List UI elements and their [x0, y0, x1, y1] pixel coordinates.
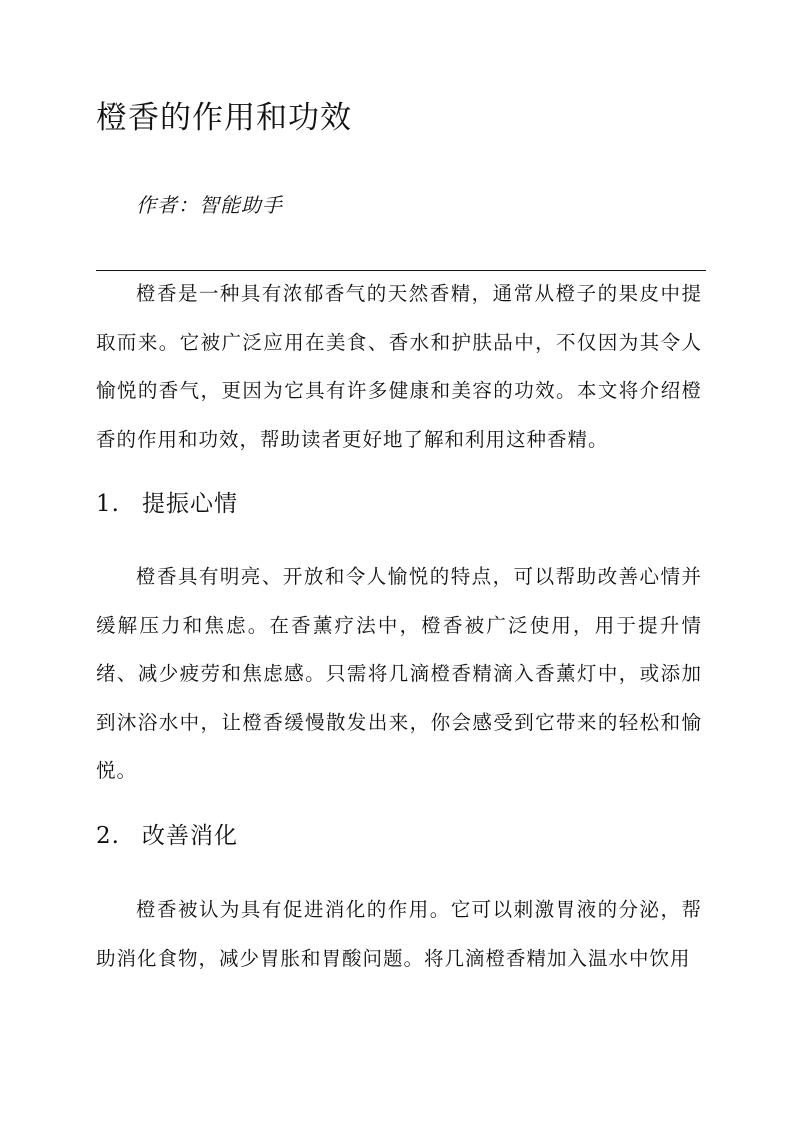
intro-paragraph: 橙香是一种具有浓郁香气的天然香精，通常从橙子的果皮中提取而来。它被广泛应用在美食、香水和护肤品中，不仅因为其令人愉悦的香气，更因为它具有许多健康和美容的功效。本文将介绍橙香的作用和功效，帮助读者更好地了解和利用这种香精。 — [96, 282, 702, 451]
section-title-2: 改善消化 — [142, 823, 238, 849]
author-line: 作者：智能助手 — [136, 193, 283, 217]
section-number-2: 2. — [96, 823, 120, 849]
section-number-1: 1. — [96, 491, 120, 517]
section-body-2: 橙香被认为具有促进消化的作用。它可以刺激胃液的分泌，帮助消化食物，减少胃胀和胃酸问题。将几滴橙香精加入温水中饮用 — [96, 898, 702, 970]
section-body-1: 橙香具有明亮、开放和令人愉悦的特点，可以帮助改善心情并缓解压力和焦虑。在香薰疗法中，橙香被广泛使用，用于提升情绪、减少疲劳和焦虑感。只需将几滴橙香精滴入香薰灯中，或添加到沐浴水中，让橙香缓慢散发出来，你会感受到它带来的轻松和愉悦。 — [96, 565, 702, 782]
section-heading-2 — [96, 814, 238, 858]
section-title-1: 提振心情 — [142, 491, 238, 517]
document-title: 橙香的作用和功效 — [96, 100, 352, 136]
section-heading-1 — [96, 482, 238, 526]
